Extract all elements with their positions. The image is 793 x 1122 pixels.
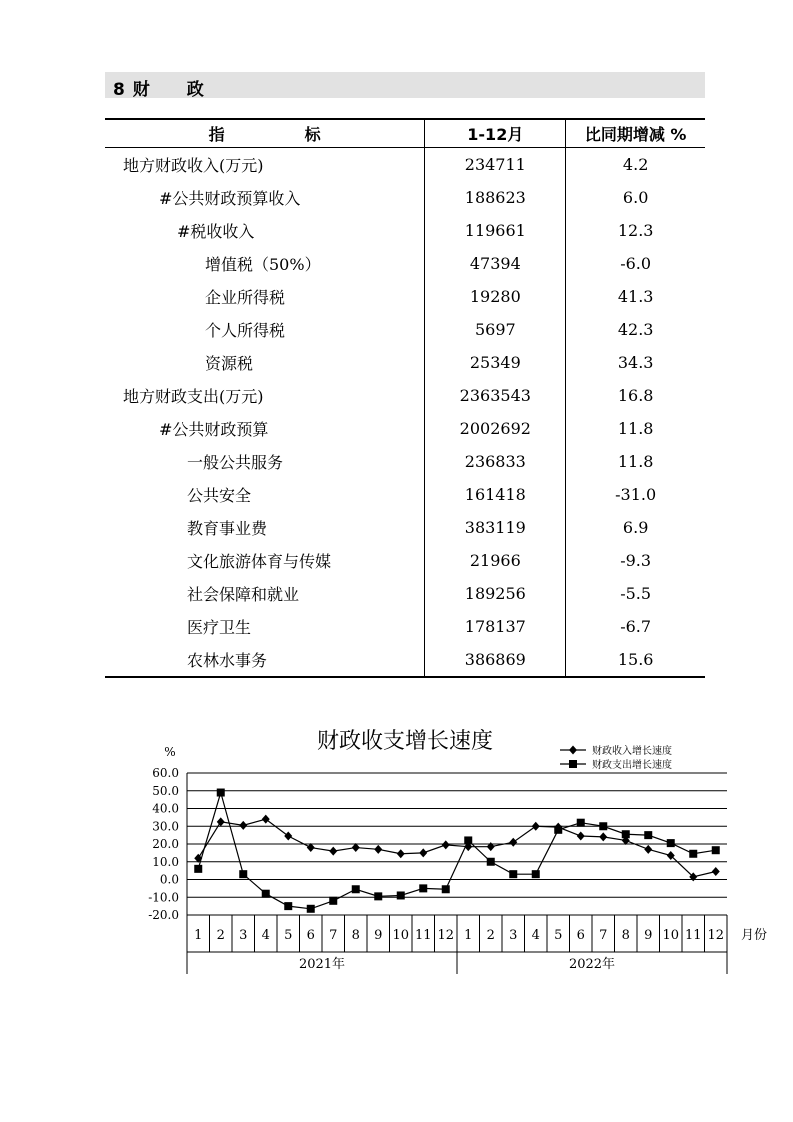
- data-point-revenue: [329, 847, 337, 856]
- x-tick-label: 9: [644, 928, 653, 943]
- y-tick-label: 0.0: [159, 872, 179, 887]
- x-tick-label: 1: [194, 928, 203, 943]
- x-tick-label: 10: [392, 928, 410, 943]
- row-change: 4.2: [622, 155, 649, 174]
- row-label: 文化旅游体育与传媒: [187, 552, 332, 571]
- x-tick-label: 2: [216, 928, 225, 943]
- row-label: 地方财政支出(万元): [123, 387, 264, 406]
- table-row: [105, 247, 705, 280]
- y-axis-label: %: [164, 745, 176, 759]
- x-tick-label: 12: [437, 928, 455, 943]
- row-label: #公共财政预算: [159, 420, 269, 439]
- row-value: 236833: [425, 445, 566, 478]
- data-point-revenue: [442, 840, 450, 849]
- data-point-expenditure: [644, 831, 652, 839]
- row-change: 12.3: [617, 221, 654, 240]
- data-point-revenue: [217, 817, 225, 826]
- table-header-row: [105, 119, 705, 148]
- y-tick-label: 50.0: [152, 783, 179, 798]
- data-point-expenditure: [464, 836, 472, 844]
- data-point-expenditure: [509, 870, 517, 878]
- row-label: 增值税（50%）: [205, 255, 321, 274]
- row-label: 医疗卫生: [187, 618, 252, 637]
- row-change: -31.0: [615, 485, 657, 504]
- x-tick-label: 5: [554, 928, 563, 943]
- row-change: 34.3: [617, 353, 654, 372]
- row-label: #税收收入: [177, 222, 255, 241]
- x-tick-label: 1: [464, 928, 473, 943]
- row-label: #公共财政预算收入: [159, 189, 301, 208]
- row-value: 189256: [425, 577, 566, 610]
- data-point-expenditure: [397, 891, 405, 899]
- data-point-revenue: [262, 815, 270, 824]
- y-tick-label: 40.0: [152, 801, 179, 816]
- row-label: 一般公共服务: [187, 453, 284, 472]
- row-label: 个人所得税: [205, 321, 286, 340]
- data-point-expenditure: [577, 819, 585, 827]
- x-tick-label: 11: [684, 928, 702, 943]
- x-tick-label: 6: [576, 928, 585, 943]
- row-label: 资源税: [205, 354, 254, 373]
- data-point-revenue: [712, 867, 720, 876]
- y-tick-label: 20.0: [152, 837, 179, 851]
- row-change: -5.5: [620, 584, 652, 603]
- data-point-expenditure: [262, 890, 270, 898]
- data-point-revenue: [239, 821, 247, 830]
- row-change: 11.8: [617, 419, 654, 438]
- y-tick-label: -20.0: [148, 908, 179, 922]
- table-row: [105, 544, 705, 577]
- row-value: 47394: [425, 247, 566, 280]
- data-point-expenditure: [352, 885, 360, 893]
- x-tick-label: 9: [374, 928, 383, 943]
- data-point-revenue: [509, 838, 517, 847]
- data-point-expenditure: [329, 897, 337, 905]
- data-point-expenditure: [487, 858, 495, 866]
- header-period: 1-12月: [425, 119, 566, 148]
- table-row: [105, 412, 705, 445]
- data-point-expenditure: [599, 822, 607, 830]
- x-tick-label: 11: [414, 928, 432, 943]
- table-row: [105, 214, 705, 247]
- x-tick-label: 8: [621, 928, 630, 943]
- table-row: [105, 643, 705, 677]
- legend-marker-diamond: [569, 746, 577, 755]
- row-value: 21966: [425, 544, 566, 577]
- row-label: 企业所得税: [205, 288, 286, 307]
- row-value: 188623: [425, 181, 566, 214]
- table-row: [105, 346, 705, 379]
- data-point-expenditure: [622, 830, 630, 838]
- x-tick-label: 6: [306, 928, 315, 943]
- data-point-revenue: [532, 822, 540, 831]
- row-value: 2363543: [425, 379, 566, 412]
- row-value: 386869: [425, 643, 566, 677]
- table-row: [105, 280, 705, 313]
- row-value: 178137: [425, 610, 566, 643]
- table-row: [105, 148, 705, 182]
- legend-entry: 财政支出增长速度: [592, 760, 672, 771]
- data-point-expenditure: [239, 870, 247, 878]
- header-indicator: 指 标: [105, 119, 425, 148]
- series-line-2: [198, 793, 716, 909]
- year-group-label: 2022年: [568, 957, 616, 972]
- data-point-revenue: [419, 848, 427, 857]
- y-tick-label: 60.0: [152, 766, 179, 780]
- section-header: [105, 72, 705, 98]
- table-row: [105, 610, 705, 643]
- row-label: 公共安全: [187, 486, 252, 505]
- row-label: 社会保障和就业: [187, 585, 300, 604]
- x-tick-label: 3: [509, 928, 518, 943]
- data-point-revenue: [644, 845, 652, 854]
- data-point-expenditure: [419, 884, 427, 892]
- data-point-expenditure: [442, 885, 450, 893]
- data-point-expenditure: [217, 789, 225, 797]
- y-tick-label: 30.0: [152, 819, 179, 834]
- data-point-expenditure: [689, 850, 697, 858]
- table-row: [105, 313, 705, 346]
- data-point-expenditure: [374, 892, 382, 900]
- row-value: 19280: [425, 280, 566, 313]
- x-tick-label: 7: [599, 928, 608, 943]
- row-value: 25349: [425, 346, 566, 379]
- row-label: 地方财政收入(万元): [123, 156, 264, 175]
- data-point-revenue: [374, 845, 382, 854]
- table-row: [105, 511, 705, 544]
- table-row: [105, 577, 705, 610]
- data-point-expenditure: [194, 865, 202, 873]
- data-point-revenue: [397, 849, 405, 858]
- y-tick-label: -10.0: [148, 890, 179, 905]
- data-point-revenue: [599, 832, 607, 841]
- x-axis-label: 月份: [741, 928, 768, 943]
- chart-title: 财政收支增长速度: [316, 729, 494, 754]
- data-point-expenditure: [532, 870, 540, 878]
- row-change: -6.0: [620, 254, 652, 273]
- row-change: 42.3: [617, 320, 654, 339]
- x-tick-label: 4: [261, 928, 270, 943]
- data-point-revenue: [284, 832, 292, 841]
- row-change: -9.3: [620, 551, 652, 570]
- data-point-expenditure: [284, 902, 292, 910]
- x-tick-label: 2: [486, 928, 495, 943]
- table-row: [105, 478, 705, 511]
- row-value: 383119: [425, 511, 566, 544]
- data-point-expenditure: [712, 846, 720, 854]
- row-value: 5697: [425, 313, 566, 346]
- header-change: 比同期增减 %: [566, 119, 705, 148]
- section-title: 8 财 政: [113, 80, 205, 100]
- row-change: -6.7: [620, 617, 652, 636]
- table-row: [105, 181, 705, 214]
- row-change: 6.0: [622, 188, 649, 207]
- x-tick-label: 12: [707, 928, 725, 943]
- row-label: 教育事业费: [187, 519, 268, 538]
- table-row: [105, 379, 705, 412]
- x-tick-label: 10: [662, 928, 680, 943]
- legend-marker-square: [569, 760, 577, 768]
- row-value: 119661: [425, 214, 566, 247]
- row-value: 161418: [425, 478, 566, 511]
- table-row: [105, 445, 705, 478]
- finance-table: [105, 118, 705, 678]
- x-tick-label: 8: [351, 928, 360, 943]
- series-line-1: [198, 819, 716, 877]
- row-change: 15.6: [566, 643, 705, 677]
- legend-entry: 财政收入增长速度: [592, 746, 672, 757]
- data-point-revenue: [577, 832, 585, 841]
- x-tick-label: 3: [239, 928, 248, 943]
- year-group-label: 2021年: [298, 957, 346, 972]
- y-tick-label: 10.0: [152, 854, 179, 869]
- x-tick-label: 4: [531, 928, 540, 943]
- data-point-expenditure: [307, 905, 315, 913]
- row-change: 6.9: [622, 518, 649, 537]
- row-value: 234711: [425, 148, 566, 182]
- finance-growth-chart: [130, 716, 768, 981]
- row-value: 2002692: [425, 412, 566, 445]
- data-point-expenditure: [667, 839, 675, 847]
- data-point-expenditure: [554, 826, 562, 834]
- row-label: 农林水事务: [105, 643, 425, 677]
- row-change: 11.8: [617, 452, 654, 471]
- x-tick-label: 7: [329, 928, 338, 943]
- row-change: 16.8: [617, 386, 654, 405]
- row-change: 41.3: [617, 287, 654, 306]
- x-tick-label: 5: [284, 928, 293, 943]
